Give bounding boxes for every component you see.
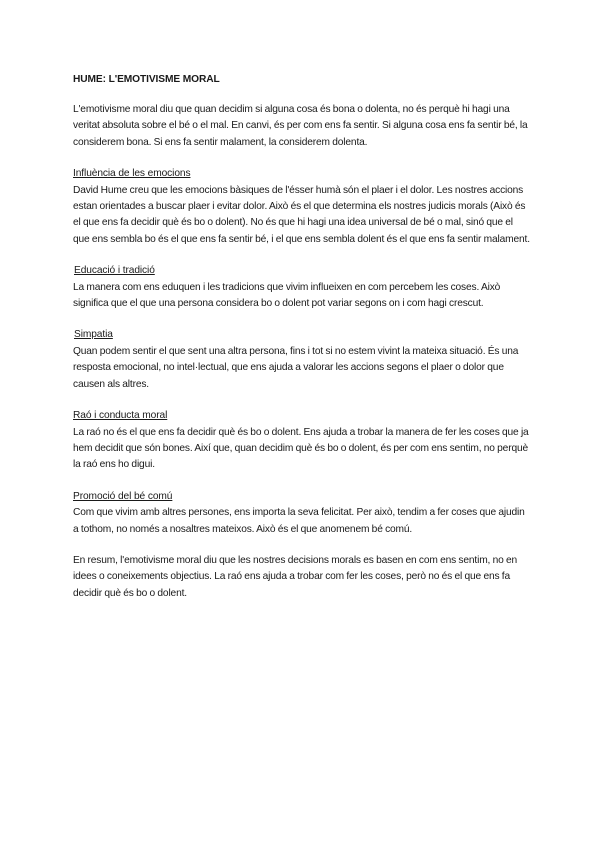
section-body-sympathy: Quan podem sentir el que sent una altra persona, fins i tot si no estem vivint la mateixa situació. És una resposta emocional, no intel·lectual, que ens ajuda a valorar les accions segons el plaer o dolor que causen als altres. (73, 345, 519, 390)
section-body-common-good: Com que vivim amb altres persones, ens importa la seva felicitat. Per això, tendim a fer coses que ajudin a tothom, no només a nosaltres mateixos. Això és el que anomenem bé comú. (73, 507, 525, 535)
section-body-reason: La raó no és el que ens fa decidir què és bo o dolent. Ens ajuda a trobar la manera de fer les coses que ja hem decidit que són bones. Així que, quan decidim què és bo o dolent, és per com ens sentim, no perquè la raó ens ho digui. (73, 426, 529, 471)
section-heading-emotions: Influència de les emocions (73, 168, 191, 180)
section-heading-common-good: Promoció del bé comú (73, 490, 173, 502)
section-heading-sympathy: Simpatia (74, 329, 113, 341)
intro-paragraph: L'emotivisme moral diu que quan decidim si alguna cosa és bona o dolenta, no és perquè hi hagi una veritat absoluta sobre el bé o el mal. En canvi, és per com ens fa sentir. Si alguna cosa ens fa sentir bé, la considerem bona. Si ens fa sentir malament, la considerem dolenta. (73, 104, 528, 148)
section-emotions (73, 166, 531, 248)
section-body-education: La manera com ens eduquen i les tradicions que vivim influeixen en com percebem les coses. Això significa que el que una persona considera bo o dolent pot variar segons on i com hagi crescut. (73, 281, 501, 310)
document-page (73, 72, 531, 602)
section-education (73, 263, 531, 312)
section-reason (73, 408, 531, 474)
section-sympathy (73, 327, 531, 393)
section-common-good (73, 489, 531, 538)
section-heading-education: Educació i tradició (74, 265, 155, 277)
summary-paragraph: En resum, l'emotivisme moral diu que les nostres decisions morals es basen en com ens sentim, no en idees o coneixements objectius. La raó ens ajuda a trobar com fer les coses, però no és el que ens fa decidir què és bo o dolent. (73, 554, 518, 599)
document-title: HUME: L'EMOTIVISME MORAL (73, 74, 220, 85)
section-body-emotions: David Hume creu que les emocions bàsiques de l'ésser humà són el plaer i el dolor. Les nostres accions estan orientades a buscar plaer i evitar dolor. Això és el que determina els nostres judicis morals (Això és el que ens fa decidir què és bo o dolent). No és que hi hagi una idea universal de bé o mal, sinó que el que ens sembla bo és el que ens fa sentir bé, i el que ens sembla dolent és el que ens fa sentir malament. (73, 184, 530, 245)
section-heading-reason: Raó i conducta moral (73, 410, 168, 422)
